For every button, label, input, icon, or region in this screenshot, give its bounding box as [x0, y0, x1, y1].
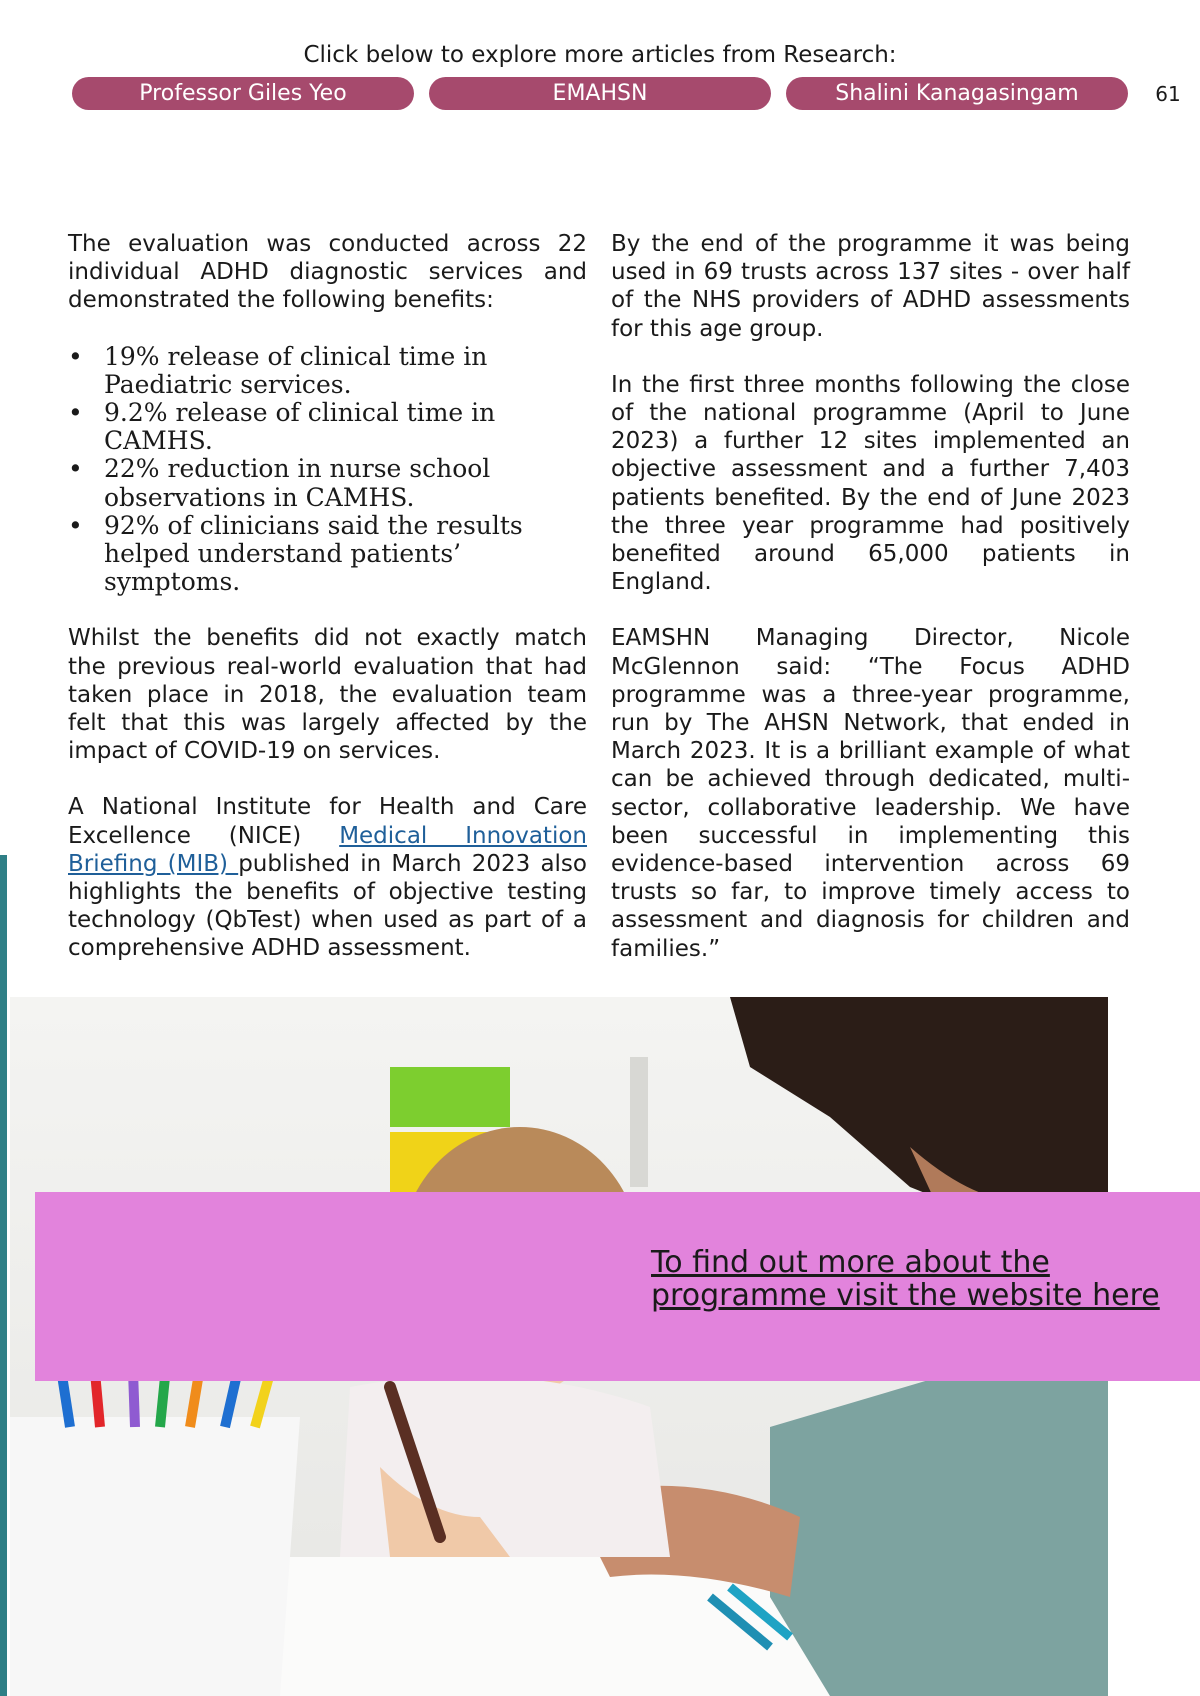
nice-text-start: A National Institute for Health and Care Excellence (NICE) [68, 794, 587, 849]
left-accent-bar [0, 855, 7, 1696]
right-column [611, 230, 1130, 963]
benefit-item: • 92% of clinicians said the results helped understand patients’ symptoms. [104, 512, 587, 597]
left-column [68, 230, 587, 963]
programme-reach-paragraph: By the end of the programme it was being used in 69 trusts across 137 sites - over half of the NHS providers of ADHD assessments for this age group. [611, 231, 1130, 342]
benefit-item: • 22% reduction in nurse school observations in CAMHS. [104, 455, 587, 511]
nice-paragraph [68, 793, 587, 962]
intro-paragraph: The evaluation was conducted across 22 individual ADHD diagnostic services and demonstrated the following benefits: [68, 231, 587, 314]
article-button-emahsn[interactable]: EMAHSN [429, 77, 771, 110]
covid-impact-paragraph: Whilst the benefits did not exactly match the previous real-world evaluation that had taken place in 2018, the evaluation team felt that this was largely affected by the impact of COVID-19 on services. [68, 625, 587, 765]
page-number: 61 [1155, 82, 1181, 106]
director-quote-paragraph: EAMSHN Managing Director, Nicole McGlennon said: “The Focus ADHD programme was a three-year programme, run by The AHSN Network, that ended in March 2023. It is a brilliant example of what can be achieved through dedicated, multi-sector, collaborative leadership. We have been successful in implementing this evidence-based intervention across 69 trusts so far, to improve timely access to assessment and diagnosis for children and families.” [611, 625, 1130, 962]
article-button-giles-yeo[interactable]: Professor Giles Yeo [72, 77, 414, 110]
benefits-list [68, 343, 587, 597]
nice-text-end: published in March 2023 also highlights the benefits of objective testing technology (QbTest) when used as part of a comprehensive ADHD assessment. [68, 850, 587, 962]
explore-articles-caption: Click below to explore more articles from Research: [303, 42, 897, 68]
medical-innovation-briefing-link[interactable]: Medical Innovation Briefing (MIB) [68, 822, 587, 877]
article-button-shalini-kanagasingam[interactable]: Shalini Kanagasingam [786, 77, 1128, 110]
programme-website-link[interactable]: To find out more about the programme visit the website here [651, 1245, 1160, 1313]
benefit-item: • 9.2% release of clinical time in CAMHS. [104, 399, 587, 455]
benefit-item: • 19% release of clinical time in Paediatric services. [104, 343, 587, 399]
post-programme-paragraph: In the first three months following the close of the national programme (April to June 2023) a further 12 sites implemented an objective assessment and a further 7,403 patients benefited. By the end of June 2023 the three year programme had positively benefited around 65,000 patients in England. [611, 371, 1130, 596]
